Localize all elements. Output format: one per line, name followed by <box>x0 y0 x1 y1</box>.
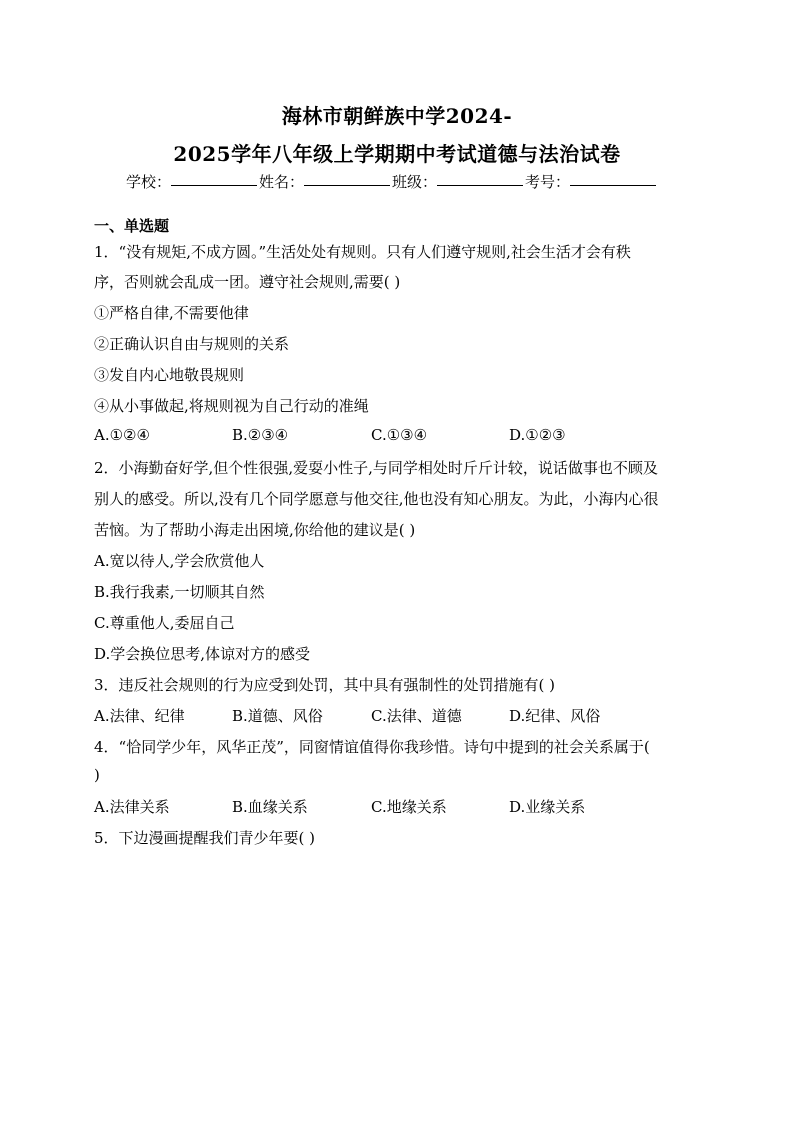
class-blank[interactable] <box>437 171 523 186</box>
q2-line-3: 苦恼。为了帮助小海走出困境,你给他的建议是( ) <box>94 521 416 539</box>
q3-option-b[interactable]: B.道德、风俗 <box>232 707 323 725</box>
q1-line-1: 1．“没有规矩,不成方圆。”生活处处有规则。只有人们遵守规则,社会生活才会有秩 <box>94 243 631 261</box>
q3-option-c[interactable]: C.法律、道德 <box>371 707 462 725</box>
q1-line-2: 序，否则就会乱成一团。遵守社会规则,需要( ) <box>94 273 401 291</box>
q1-option-b[interactable]: B.②③④ <box>232 426 289 444</box>
q2-option-a[interactable]: A.宽以待人,学会欣赏他人 <box>94 552 265 570</box>
school-blank[interactable] <box>171 171 257 186</box>
q3-option-a[interactable]: A.法律、纪律 <box>94 707 185 725</box>
q4-option-c[interactable]: C.地缘关系 <box>371 798 447 816</box>
q1-item-2: ②正确认识自由与规则的关系 <box>94 335 290 353</box>
name-blank[interactable] <box>304 171 390 186</box>
q1-item-3: ③发自内心地敬畏规则 <box>94 366 245 384</box>
q4-option-b[interactable]: B.血缘关系 <box>232 798 308 816</box>
exam-title-line2: 2025学年八年级上学期期中考试道德与法治试卷 <box>173 142 621 166</box>
section-heading: 一、单选题 <box>94 217 170 235</box>
q3-line-1: 3．违反社会规则的行为应受到处罚，其中具有强制性的处罚措施有( ) <box>94 676 556 694</box>
exam-number-blank[interactable] <box>570 171 656 186</box>
q4-line-2: ) <box>94 766 100 784</box>
q2-line-2: 别人的感受。所以,没有几个同学愿意与他交往,他也没有知心朋友。为此，小海内心很 <box>94 490 659 508</box>
q1-option-a[interactable]: A.①②④ <box>94 426 150 444</box>
q4-option-a[interactable]: A.法律关系 <box>94 798 170 816</box>
q1-item-4: ④从小事做起,将规则视为自己行动的准绳 <box>94 397 369 415</box>
q4-option-d[interactable]: D.业缘关系 <box>509 798 586 816</box>
q4-line-1: 4．“恰同学少年，风华正茂”，同窗情谊值得你我珍惜。诗句中提到的社会关系属于( <box>94 738 650 756</box>
q5-line-1: 5．下边漫画提醒我们青少年要( ) <box>94 829 316 847</box>
exam-number-label: 考号： <box>525 173 571 191</box>
q2-option-d[interactable]: D.学会换位思考,体谅对方的感受 <box>94 645 311 663</box>
q1-item-1: ①严格自律,不需要他律 <box>94 304 249 322</box>
q3-option-d[interactable]: D.纪律、风俗 <box>509 707 601 725</box>
class-label: 班级： <box>392 173 438 191</box>
exam-title-line1: 海林市朝鲜族中学2024- <box>281 104 513 128</box>
q1-option-d[interactable]: D.①②③ <box>509 426 566 444</box>
q2-option-c[interactable]: C.尊重他人,委屈自己 <box>94 614 235 632</box>
q2-option-b[interactable]: B.我行我素,一切顺其自然 <box>94 583 265 601</box>
student-info-row <box>126 171 686 192</box>
name-label: 姓名： <box>259 173 305 191</box>
school-label: 学校： <box>126 173 172 191</box>
q1-option-c[interactable]: C.①③④ <box>371 426 428 444</box>
q2-line-1: 2．小海勤奋好学,但个性很强,爱耍小性子,与同学相处时斤斤计较，说话做事也不顾及 <box>94 459 658 477</box>
